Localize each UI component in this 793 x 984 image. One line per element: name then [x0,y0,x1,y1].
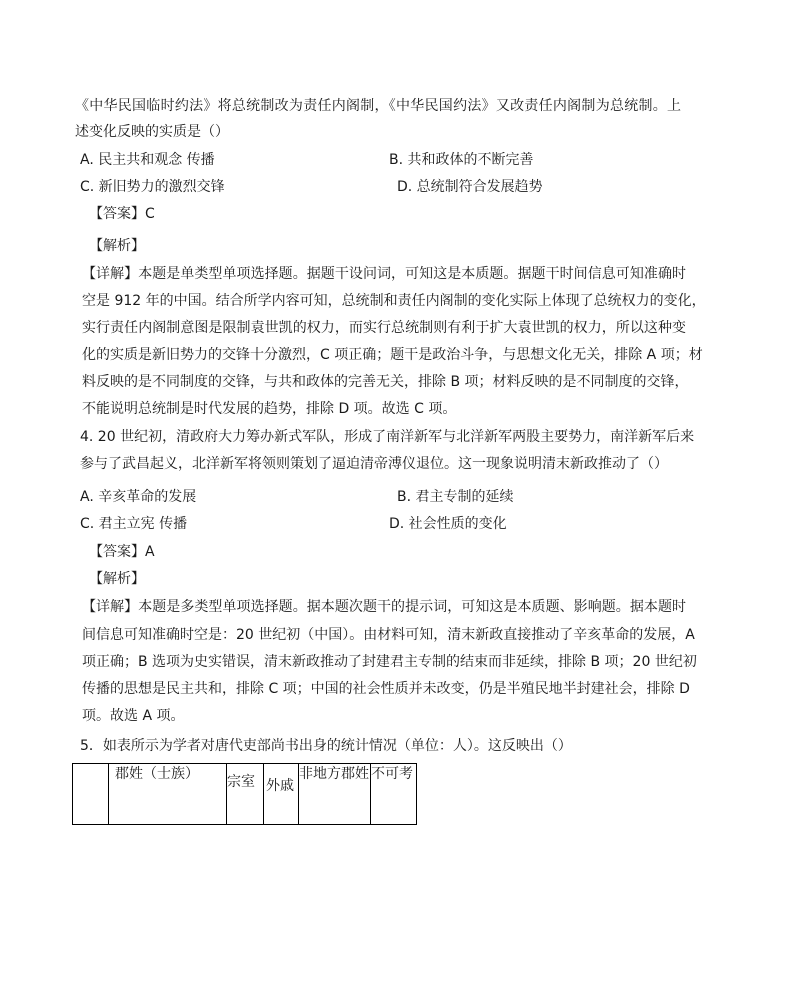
q4-stem-line-1: 4. 20 世纪初，清政府大力筹办新式军队，形成了南洋新军与北洋新军两股主要势力，南洋新军后来 [80,429,695,445]
q5-stem: 5．如表所示为学者对唐代吏部尚书出身的统计情况（单位：人）。这反映出（） [80,738,572,754]
q3-analysis-label: 【解析】 [89,238,145,254]
q4-analysis-label: 【解析】 [89,571,145,587]
q3-detail-line-4: 化的实质是新旧势力的交锋十分激烈，C 项正确；题干是政治斗争，与思想文化无关，排除 A 项；材 [82,347,703,363]
table-header-cell-bukekao: 不可考 [371,764,417,825]
q4-option-a: A. 辛亥革命的发展 [80,489,197,505]
q3-option-c: C. 新旧势力的激烈交锋 [80,179,225,195]
q4-option-c: C. 君主立宪 传播 [80,516,188,532]
q3-detail-line-6: 不能说明总统制是时代发展的趋势，排除 D 项。故选 C 项。 [82,401,457,417]
q3-stem-line-2: 述变化反映的实质是（） [75,124,229,140]
q4-detail-line-5: 项。故选 A 项。 [82,708,185,724]
table-header-cell-blank [73,764,109,825]
q3-option-a: A. 民主共和观念 传播 [80,152,215,168]
q4-option-b: B. 君主专制的延续 [397,489,514,505]
q3-stem-line-1: 《中华民国临时约法》将总统制改为责任内阁制，《中华民国约法》又改责任内阁制为总统制。上 [75,98,681,114]
table-header-cell-waiqi: 外戚 [264,764,299,825]
q3-answer: 【答案】C [89,206,155,222]
q5-statistics-table [72,763,417,825]
q3-detail-line-2: 空是 912 年的中国。结合所学内容可知，总统制和责任内阁制的变化实际上体现了总统权力的变化， [82,293,706,309]
q4-detail-line-3: 项正确；B 选项为史实错误，清末新政推动了封建君主专制的结束而非延续，排除 B 项；20 世纪初 [82,654,697,670]
q4-stem-line-2: 参与了武昌起义，北洋新军将领则策划了逼迫清帝溥仪退位。这一现象说明清末新政推动了（） [80,456,668,472]
table-header-cell-fei-difang-junxing: 非地方郡姓 [299,764,371,825]
q4-detail-line-2: 间信息可知准确时空是：20 世纪初（中国）。由材料可知，清末新政直接推动了辛亥革命的发展，A [82,627,695,643]
table-header-cell-junxing: 郡姓（士族） [109,764,227,825]
q4-detail-line-4: 传播的思想是民主共和，排除 C 项；中国的社会性质并未改变，仍是半殖民地半封建社会，排除 D [82,681,690,697]
q3-detail-line-3: 实行责任内阁制意图是限制袁世凯的权力，而实行总统制则有利于扩大袁世凯的权力，所以这种变 [82,320,686,336]
q4-detail-line-1: 【详解】本题是多类型单项选择题。据本题次题干的提示词，可知这是本质题、影响题。据本题时 [82,599,686,615]
table-header-cell-zongshi: 宗室 [227,764,264,825]
q3-option-b: B. 共和政体的不断完善 [389,152,534,168]
q3-option-d: D. 总统制符合发展趋势 [397,179,543,195]
q3-detail-line-5: 料反映的是不同制度的交锋，与共和政体的完善无关，排除 B 项；材料反映的是不同制度的交锋， [82,374,689,390]
q4-answer: 【答案】A [89,544,155,560]
q3-detail-line-1: 【详解】本题是单类型单项选择题。据题干设问词，可知这是本质题。据题干时间信息可知准确时 [82,266,686,282]
table-header-row [73,764,417,825]
q4-option-d: D. 社会性质的变化 [389,516,507,532]
